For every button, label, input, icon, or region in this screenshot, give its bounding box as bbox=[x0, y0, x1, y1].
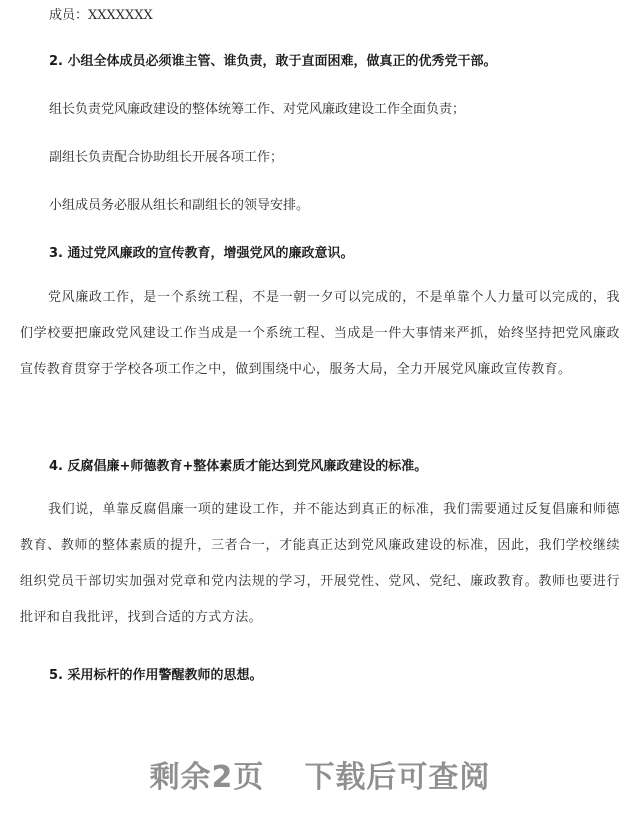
remaining-pages-text: 剩余2页 bbox=[149, 760, 265, 795]
section-4-paragraph: 我们说，单靠反腐倡廉一项的建设工作，并不能达到真正的标准，我们需要通过反复倡廉和师德教育、教师的整体素质的提升，三者合一，才能真正达到党风廉政建设的标准，因此，我们学校继续组织党员干部切实加强对党章和党内法规的学习，开展党性、党风、党纪、廉政教育。教师也要进行批评和自我批评，找到合适的方式方法。 bbox=[20, 502, 620, 625]
section-4-heading: 4. 反腐倡廉+师德教育+整体素质才能达到党风廉政建设的标准。 bbox=[49, 459, 428, 474]
section-3-paragraph: 党风廉政工作，是一个系统工程，不是一朝一夕可以完成的，不是单靠个人力量可以完成的，我们学校要把廉政党风建设工作当成是一个系统工程、当成是一件大事情来严抓，始终坚持把党风廉政宣传教育贯穿于学校各项工作之中，做到围绕中心，服务大局，全力开展党风廉政宣传教育。 bbox=[20, 290, 620, 377]
section-2-item: 组长负责党风廉政建设的整体统筹工作、对党风廉政建设工作全面负责； bbox=[49, 102, 466, 117]
section-2-heading: 2. 小组全体成员必须谁主管、谁负责，敢于直面困难，做真正的优秀党干部。 bbox=[49, 54, 497, 69]
download-banner[interactable] bbox=[0, 752, 640, 796]
members-line: 成员：XXXXXXX bbox=[49, 8, 153, 23]
section-5-heading: 5. 采用标杆的作用警醒教师的思想。 bbox=[49, 668, 263, 683]
section-3-heading: 3. 通过党风廉政的宣传教育，增强党风的廉政意识。 bbox=[49, 246, 354, 261]
download-to-view-text: 下载后可查阅 bbox=[304, 760, 491, 795]
section-2-item: 副组长负责配合协助组长开展各项工作； bbox=[49, 150, 284, 165]
section-2-item: 小组成员务必服从组长和副组长的领导安排。 bbox=[49, 198, 310, 213]
